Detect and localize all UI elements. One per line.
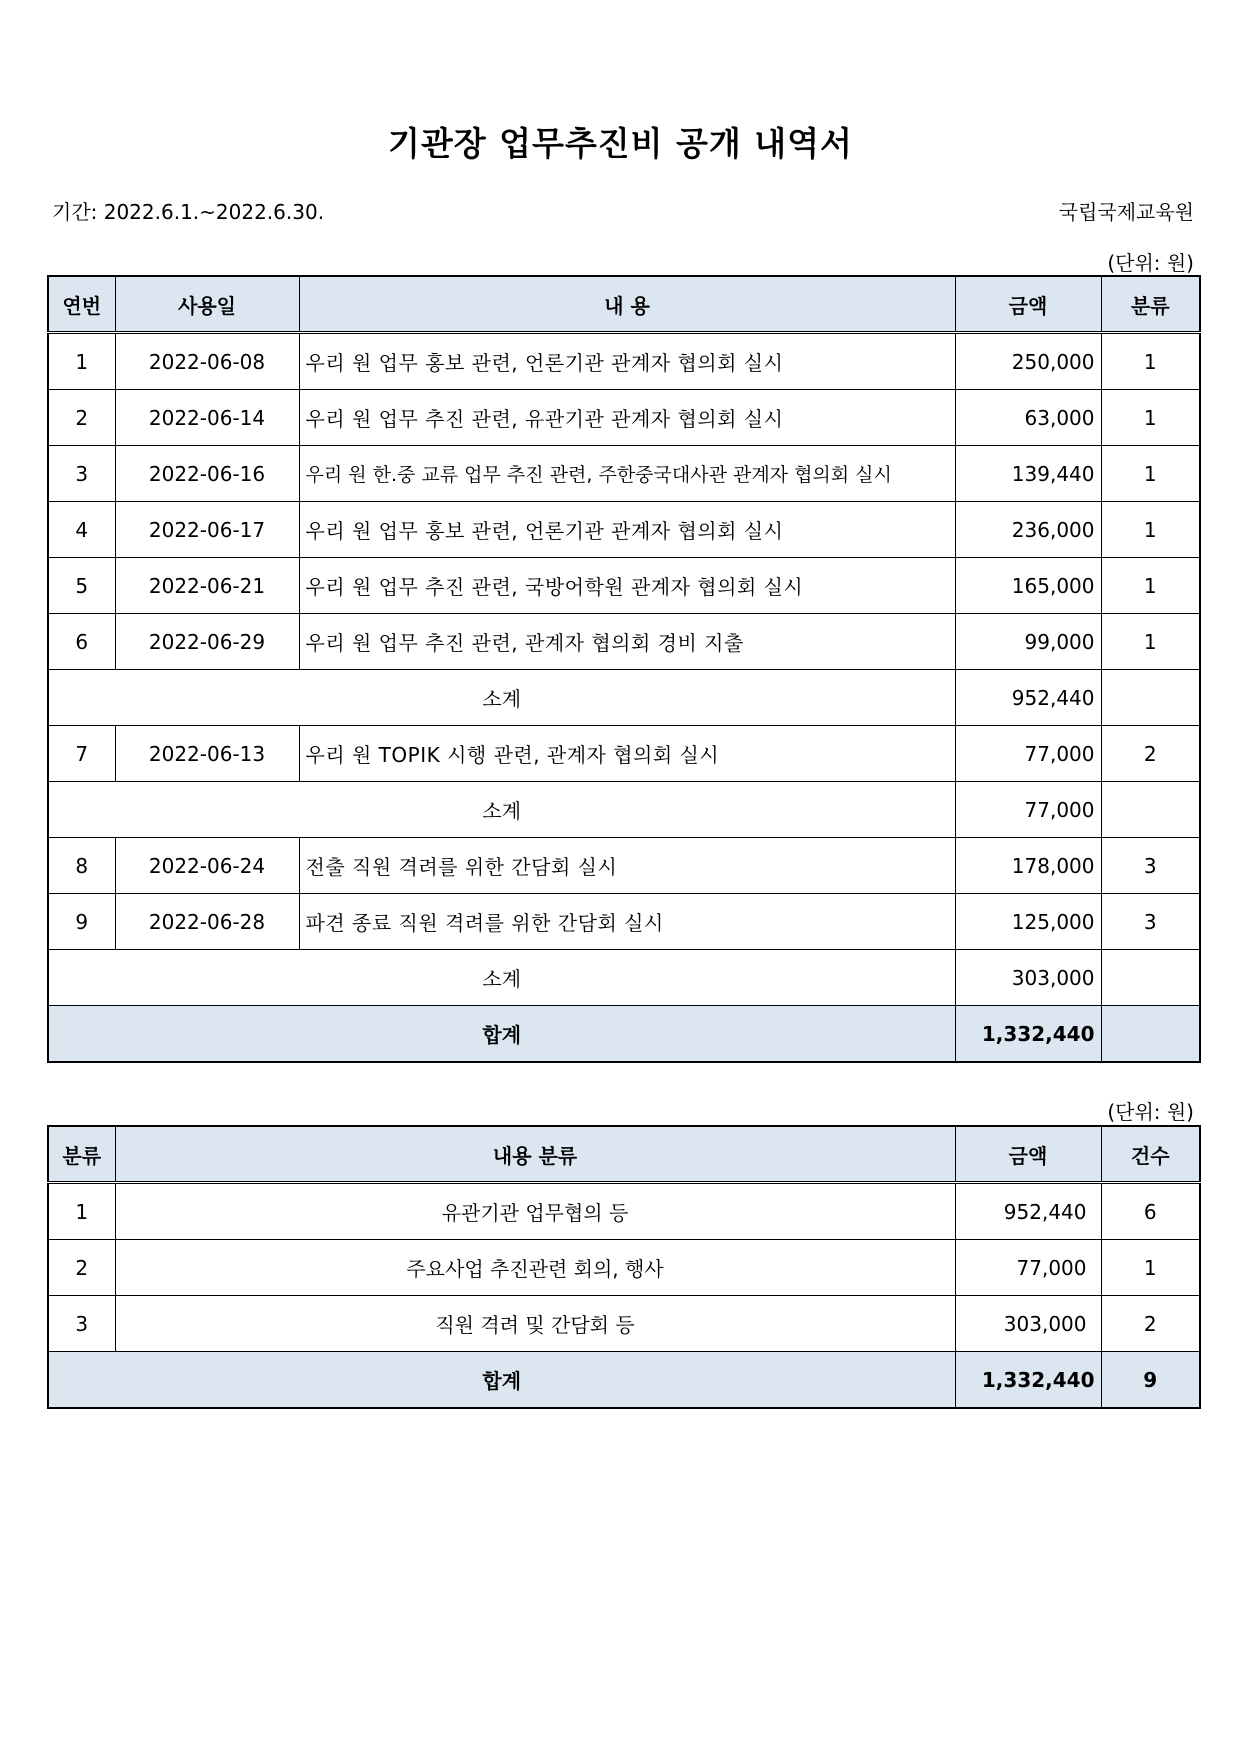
column-header: 연번	[48, 276, 115, 333]
empty-cell	[1101, 1006, 1200, 1063]
column-header: 분류	[48, 1126, 115, 1183]
subtotal-amount: 952,440	[955, 670, 1101, 726]
column-header: 금액	[955, 1126, 1101, 1183]
total-row	[48, 1352, 1200, 1409]
row-count: 1	[1101, 1240, 1200, 1296]
row-amount: 77,000	[955, 1240, 1101, 1296]
table-header-row	[48, 1126, 1200, 1183]
row-amount: 303,000	[955, 1296, 1101, 1352]
row-date: 2022-06-17	[115, 502, 299, 558]
table-row	[48, 838, 1200, 894]
row-date: 2022-06-29	[115, 614, 299, 670]
row-category: 1	[1101, 333, 1200, 390]
row-number: 3	[48, 446, 115, 502]
subtotal-label: 소계	[48, 670, 955, 726]
row-category: 1	[1101, 502, 1200, 558]
table-row	[48, 446, 1200, 502]
row-description: 우리 원 TOPIK 시행 관련, 관계자 협의회 실시	[299, 726, 955, 782]
unit-label: (단위: 원)	[1107, 251, 1194, 275]
table-row	[48, 726, 1200, 782]
row-description: 우리 원 업무 홍보 관련, 언론기관 관계자 협의회 실시	[299, 333, 955, 390]
row-amount: 63,000	[955, 390, 1101, 446]
row-category: 3	[1101, 838, 1200, 894]
row-amount: 139,440	[955, 446, 1101, 502]
row-category: 1	[1101, 390, 1200, 446]
table-header-row	[48, 276, 1200, 333]
row-amount: 125,000	[955, 894, 1101, 950]
row-category: 1	[1101, 446, 1200, 502]
row-category: 1	[1101, 614, 1200, 670]
table-row	[48, 558, 1200, 614]
row-category: 1	[48, 1183, 115, 1240]
total-label: 합계	[48, 1006, 955, 1063]
subtotal-label: 소계	[48, 950, 955, 1006]
category-summary-table	[47, 1125, 1201, 1409]
table-row	[48, 502, 1200, 558]
subtotal-row	[48, 670, 1200, 726]
row-date: 2022-06-14	[115, 390, 299, 446]
total-amount: 1,332,440	[955, 1006, 1101, 1063]
row-date: 2022-06-08	[115, 333, 299, 390]
row-amount: 236,000	[955, 502, 1101, 558]
subtotal-row	[48, 950, 1200, 1006]
table-row	[48, 1240, 1200, 1296]
row-count: 2	[1101, 1296, 1200, 1352]
column-header: 사용일	[115, 276, 299, 333]
row-amount: 99,000	[955, 614, 1101, 670]
row-category: 2	[48, 1240, 115, 1296]
row-amount: 165,000	[955, 558, 1101, 614]
column-header: 건수	[1101, 1126, 1200, 1183]
column-header: 내 용	[299, 276, 955, 333]
column-header: 분류	[1101, 276, 1200, 333]
empty-cell	[1101, 670, 1200, 726]
table-row	[48, 894, 1200, 950]
row-number: 2	[48, 390, 115, 446]
row-description: 파견 종료 직원 격려를 위한 간담회 실시	[299, 894, 955, 950]
row-number: 4	[48, 502, 115, 558]
row-description: 우리 원 업무 추진 관련, 국방어학원 관계자 협의회 실시	[299, 558, 955, 614]
table-row	[48, 614, 1200, 670]
table-row	[48, 333, 1200, 390]
period-text: 기간: 2022.6.1.~2022.6.30.	[52, 200, 325, 224]
table-row	[48, 1296, 1200, 1352]
unit-label: (단위: 원)	[1107, 1100, 1194, 1124]
total-row	[48, 1006, 1200, 1063]
column-header: 내용 분류	[115, 1126, 955, 1183]
organization-name: 국립국제교육원	[1058, 200, 1194, 224]
row-category: 3	[1101, 894, 1200, 950]
empty-cell	[1101, 782, 1200, 838]
row-number: 9	[48, 894, 115, 950]
row-count: 6	[1101, 1183, 1200, 1240]
row-number: 6	[48, 614, 115, 670]
row-date: 2022-06-24	[115, 838, 299, 894]
table-row	[48, 390, 1200, 446]
table-row	[48, 1183, 1200, 1240]
row-category: 3	[48, 1296, 115, 1352]
total-amount: 1,332,440	[955, 1352, 1101, 1409]
subtotal-amount: 77,000	[955, 782, 1101, 838]
row-category-name: 유관기관 업무협의 등	[115, 1183, 955, 1240]
row-number: 5	[48, 558, 115, 614]
row-category-name: 주요사업 추진관련 회의, 행사	[115, 1240, 955, 1296]
row-date: 2022-06-16	[115, 446, 299, 502]
row-date: 2022-06-21	[115, 558, 299, 614]
row-number: 8	[48, 838, 115, 894]
row-description: 전출 직원 격려를 위한 간담회 실시	[299, 838, 955, 894]
row-amount: 250,000	[955, 333, 1101, 390]
row-description: 우리 원 업무 추진 관련, 관계자 협의회 경비 지출	[299, 614, 955, 670]
page-title: 기관장 업무추진비 공개 내역서	[388, 124, 853, 163]
row-description: 우리 원 업무 홍보 관련, 언론기관 관계자 협의회 실시	[299, 502, 955, 558]
row-amount: 952,440	[955, 1183, 1101, 1240]
row-amount: 178,000	[955, 838, 1101, 894]
subtotal-amount: 303,000	[955, 950, 1101, 1006]
row-description: 우리 원 한.중 교류 업무 추진 관련, 주한중국대사관 관계자 협의회 실시	[299, 446, 955, 502]
row-number: 7	[48, 726, 115, 782]
column-header: 금액	[955, 276, 1101, 333]
empty-cell	[1101, 950, 1200, 1006]
row-amount: 77,000	[955, 726, 1101, 782]
row-category: 1	[1101, 558, 1200, 614]
row-description: 우리 원 업무 추진 관련, 유관기관 관계자 협의회 실시	[299, 390, 955, 446]
total-label: 합계	[48, 1352, 955, 1409]
subtotal-row	[48, 782, 1200, 838]
row-number: 1	[48, 333, 115, 390]
total-count: 9	[1101, 1352, 1200, 1409]
row-category: 2	[1101, 726, 1200, 782]
subtotal-label: 소계	[48, 782, 955, 838]
expense-detail-table	[47, 275, 1201, 1063]
row-date: 2022-06-28	[115, 894, 299, 950]
row-category-name: 직원 격려 및 간담회 등	[115, 1296, 955, 1352]
row-date: 2022-06-13	[115, 726, 299, 782]
